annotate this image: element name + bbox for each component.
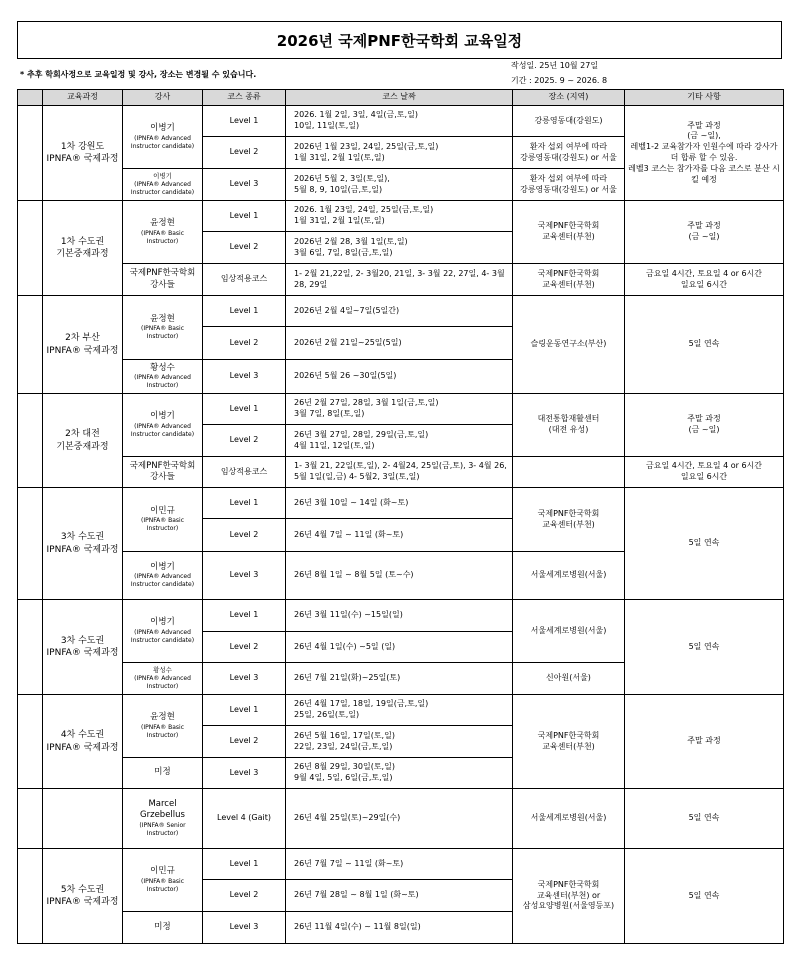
- header-course: 교육과정: [43, 90, 123, 106]
- level-cell: Level 2: [203, 519, 286, 552]
- index-cell: [18, 488, 43, 600]
- level-cell: 임상적용코스: [203, 457, 286, 488]
- course-name: 2차 대전 기본중재과정: [43, 394, 123, 488]
- instructor-cell: [123, 695, 203, 758]
- dates-cell: 26년 7월 21일(화)~25일(토): [286, 663, 513, 695]
- instructor-name: 윤정현: [150, 218, 175, 229]
- instructor-name: 이민규: [150, 866, 175, 877]
- place-cell: 환자 섭외 여부에 따라 강릉영동대(강원도) or 서울: [513, 169, 625, 201]
- place-cell: 환자 섭외 여부에 따라 강릉영동대(강원도) or 서울: [513, 137, 625, 169]
- level-cell: Level 2: [203, 137, 286, 169]
- place-cell: 대전통합재활센터 (대전 유성): [513, 394, 625, 457]
- table-row: [18, 849, 784, 880]
- notice-text: * 추후 학회사정으로 교육일정 및 강사, 장소는 변경될 수 있습니다.: [20, 70, 257, 79]
- level-cell: Level 3: [203, 663, 286, 695]
- course-name: 3차 수도권 IPNFA® 국제과정: [43, 600, 123, 695]
- instructor-name: 윤정현: [150, 313, 175, 324]
- period: 기간 : 2025. 9 ~ 2026. 8: [511, 76, 608, 85]
- header-row: [18, 90, 784, 106]
- dates-cell: 2026. 1월 2일, 3일, 4일(금,토,일) 10일, 11일(토,일): [286, 106, 513, 137]
- instructor-cell: [123, 663, 203, 695]
- dates-cell: 26년 8월 1일 ~ 8월 5일 (토~수): [286, 552, 513, 600]
- instructor-name: Marcel Grzebellus: [140, 798, 185, 821]
- index-cell: [18, 849, 43, 944]
- index-cell: [18, 106, 43, 201]
- instructor-credential: (IPNFA® Basic Instructor): [140, 325, 184, 341]
- index-cell: [18, 296, 43, 394]
- level-cell: Level 3: [203, 360, 286, 394]
- dates-cell: 26년 4월 17일, 18일, 19일(금,토,일) 25일, 26일(토,일): [286, 695, 513, 726]
- dates-cell: 1- 3월 21, 22일(토,일), 2- 4월24, 25일(금,토), 3- 4월 26, 5월 1일(일,금) 4- 5월2, 3일(토,일): [286, 457, 513, 488]
- dates-cell: 2026년 5월 2, 3일(토,일), 5월 8, 9, 10일(금,토,일): [286, 169, 513, 201]
- dates-cell: 26년 5월 16일, 17일(토,일) 22일, 23일, 24일(금,토,일): [286, 726, 513, 758]
- instructor-cell: [123, 360, 203, 394]
- dates-cell: 2026년 2월 28, 3월 1일(토,일) 3월 6일, 7일, 8일(금,토,일): [286, 232, 513, 264]
- level-cell: Level 1: [203, 849, 286, 880]
- instructor-credential: (IPNFA® Basic Instructor): [140, 229, 184, 245]
- dates-cell: 26년 4월 25일(토)~29일(수): [286, 789, 513, 849]
- level-cell: Level 2: [203, 726, 286, 758]
- instructor-credential: (IPNFA® Advanced Instructor candidate): [130, 422, 195, 438]
- table-row: [18, 264, 784, 296]
- place-cell: 국제PNF한국학회 교육센터(부천): [513, 264, 625, 296]
- index-cell: [18, 789, 43, 849]
- header-dates: 코스 날짜: [286, 90, 513, 106]
- level-cell: Level 1: [203, 695, 286, 726]
- course-name: 3차 수도권 IPNFA® 국제과정: [43, 488, 123, 600]
- dates-cell: 26년 7월 28일 ~ 8월 1일 (화~토): [286, 880, 513, 912]
- dates-cell: 26년 11월 4일(수) ~ 11월 8일(일): [286, 912, 513, 944]
- level-cell: Level 1: [203, 600, 286, 632]
- schedule-table: [17, 89, 784, 944]
- dates-cell: 26년 8월 29일, 30일(토,일) 9월 4일, 5일, 6일(금,토,일): [286, 758, 513, 789]
- level-cell: Level 1: [203, 394, 286, 425]
- instructor-cell: [123, 201, 203, 264]
- dates-cell: 26년 4월 7일 ~ 11일 (화~토): [286, 519, 513, 552]
- table-row: [18, 394, 784, 425]
- level-cell: Level 1: [203, 488, 286, 519]
- level-cell: Level 1: [203, 201, 286, 232]
- written-date: 작성일. 25년 10월 27일: [511, 61, 599, 70]
- instructor-cell: [123, 849, 203, 912]
- level-cell: Level 3: [203, 169, 286, 201]
- page-title: 2026년 국제PNF한국학회 교육일정: [17, 21, 782, 59]
- instructor-credential: (IPNFA® Advanced Instructor): [134, 674, 191, 690]
- dates-cell: 26년 7월 7일 ~ 11일 (화~토): [286, 849, 513, 880]
- notes-cell: 주말 과정 (금 ~일): [625, 394, 784, 457]
- place-cell: 국제PNF한국학회 교육센터(부천): [513, 201, 625, 264]
- header-blank: [18, 90, 43, 106]
- index-cell: [18, 600, 43, 695]
- dates-cell: 26년 3월 10일 ~ 14일 (화~토): [286, 488, 513, 519]
- dates-cell: 2026. 1월 23일, 24일, 25일(금,토,일) 1월 31일, 2월 1일(토,일): [286, 201, 513, 232]
- level-cell: Level 2: [203, 880, 286, 912]
- instructor-name: 미정: [123, 912, 203, 944]
- course-name: [43, 789, 123, 849]
- course-name: 1차 강원도 IPNFA® 국제과정: [43, 106, 123, 201]
- dates-cell: 26년 3월 11일(수) ~15일(일): [286, 600, 513, 632]
- dates-cell: 2026년 2월 4일~7일(5일간): [286, 296, 513, 327]
- place-cell: 신아원(서울): [513, 663, 625, 695]
- instructor-cell: [123, 169, 203, 201]
- instructor-cell: [123, 106, 203, 169]
- instructor-name: 국제PNF한국학회 강사들: [123, 264, 203, 296]
- place-cell: 서울세계로병원(서울): [513, 789, 625, 849]
- table-row: [18, 789, 784, 849]
- index-cell: [18, 394, 43, 488]
- table-row: [18, 201, 784, 232]
- dates-cell: 2026년 2월 21일~25일(5일): [286, 327, 513, 360]
- level-cell: Level 3: [203, 912, 286, 944]
- level-cell: Level 3: [203, 758, 286, 789]
- instructor-credential: (IPNFA® Basic Instructor): [140, 723, 184, 739]
- level-cell: Level 4 (Gait): [203, 789, 286, 849]
- notes-cell: 5일 연속: [625, 849, 784, 944]
- course-name: 2차 부산 IPNFA® 국제과정: [43, 296, 123, 394]
- dates-cell: 26년 4월 1일(수) ~5일 (일): [286, 632, 513, 663]
- table-row: [18, 457, 784, 488]
- instructor-cell: [123, 296, 203, 360]
- place-cell: 국제PNF한국학회 교육센터(부천): [513, 488, 625, 552]
- instructor-credential: (IPNFA® Advanced Instructor candidate): [130, 134, 195, 150]
- header-place: 장소 (지역): [513, 90, 625, 106]
- instructor-name: 미정: [123, 758, 203, 789]
- instructor-cell: [123, 600, 203, 663]
- instructor-cell: [123, 488, 203, 552]
- instructor-credential: (IPNFA® Advanced Instructor candidate): [130, 628, 195, 644]
- instructor-credential: (IPNFA® Basic Instructor): [140, 877, 184, 893]
- place-cell: [513, 457, 625, 488]
- instructor-name: 이병기: [150, 123, 175, 134]
- instructor-name: 국제PNF한국학회 강사들: [123, 457, 203, 488]
- level-cell: Level 2: [203, 632, 286, 663]
- dates-cell: 26년 2월 27일, 28일, 3월 1일(금,토,일) 3월 7일, 8일(토,일): [286, 394, 513, 425]
- dates-cell: 1- 2월 21,22일, 2- 3월20, 21일, 3- 3월 22, 27일, 4- 3월28, 29일: [286, 264, 513, 296]
- notes-cell: 금요일 4시간, 토요일 4 or 6시간 일요일 6시간: [625, 264, 784, 296]
- level-cell: Level 1: [203, 106, 286, 137]
- header-notes: 기타 사항: [625, 90, 784, 106]
- level-cell: Level 2: [203, 425, 286, 457]
- table-row: [18, 695, 784, 726]
- notes-cell: 5일 연속: [625, 488, 784, 600]
- instructor-name: 황성수: [150, 362, 175, 373]
- place-cell: 국제PNF한국학회 교육센터(부천): [513, 695, 625, 789]
- dates-cell: 2026년 5월 26 ~30일(5일): [286, 360, 513, 394]
- notes-cell: 5일 연속: [625, 789, 784, 849]
- place-cell: 슬링운동연구소(부산): [513, 296, 625, 394]
- notes-cell: 주말 과정 (금 ~일): [625, 201, 784, 264]
- notes-cell: 5일 연속: [625, 296, 784, 394]
- instructor-cell: [123, 394, 203, 457]
- level-cell: 임상적용코스: [203, 264, 286, 296]
- instructor-name: 이민규: [150, 505, 175, 516]
- instructor-name: 이병기: [150, 617, 175, 628]
- table-row: [18, 296, 784, 327]
- instructor-cell: [123, 552, 203, 600]
- index-cell: [18, 695, 43, 789]
- table-row: [18, 106, 784, 137]
- instructor-name: 이병기: [150, 411, 175, 422]
- instructor-name: 이병기: [153, 172, 172, 181]
- course-name: 1차 수도권 기본중재과정: [43, 201, 123, 296]
- instructor-name: 황성수: [153, 666, 172, 675]
- course-name: 5차 수도권 IPNFA® 국제과정: [43, 849, 123, 944]
- level-cell: Level 3: [203, 552, 286, 600]
- header-instructor: 강사: [123, 90, 203, 106]
- place-cell: 강릉영동대(강원도): [513, 106, 625, 137]
- instructor-credential: (IPNFA® Advanced Instructor): [134, 374, 191, 390]
- instructor-credential: (IPNFA® Basic Instructor): [140, 517, 184, 533]
- instructor-credential: (IPNFA® Advanced Instructor candidate): [130, 180, 195, 196]
- place-cell: 서울세계로병원(서울): [513, 600, 625, 663]
- course-name: 4차 수도권 IPNFA® 국제과정: [43, 695, 123, 789]
- table-row: [18, 600, 784, 632]
- table-row: [18, 488, 784, 519]
- instructor-name: 윤정현: [150, 712, 175, 723]
- level-cell: Level 2: [203, 327, 286, 360]
- dates-cell: 26년 3월 27일, 28일, 29일(금,토,일) 4월 11일, 12일(토,일): [286, 425, 513, 457]
- place-cell: 국제PNF한국학회 교육센터(부천) or 삼성요양병원(서울영등포): [513, 849, 625, 944]
- level-cell: Level 2: [203, 232, 286, 264]
- instructor-cell: [123, 789, 203, 849]
- instructor-credential: (IPNFA® Senior Instructor): [139, 821, 186, 837]
- index-cell: [18, 201, 43, 296]
- notes-cell: 주말 과정: [625, 695, 784, 789]
- header-level: 코스 종류: [203, 90, 286, 106]
- instructor-name: 이병기: [150, 561, 175, 572]
- notes-cell: 주말 과정 (금 ~일), 레벨1-2 교육참가자 인원수에 따라 강사가 더 합류 할 수 있음. 레벨3 코스는 참가자를 다음 코스로 분산 시킬 예정: [625, 106, 784, 201]
- notes-cell: 금요일 4시간, 토요일 4 or 6시간 일요일 6시간: [625, 457, 784, 488]
- notes-cell: 5일 연속: [625, 600, 784, 695]
- place-cell: 서울세계로병원(서울): [513, 552, 625, 600]
- level-cell: Level 1: [203, 296, 286, 327]
- dates-cell: 2026년 1월 23일, 24일, 25일(금,토,일) 1월 31일, 2월 1일(토,일): [286, 137, 513, 169]
- instructor-credential: (IPNFA® Advanced Instructor candidate): [130, 573, 195, 589]
